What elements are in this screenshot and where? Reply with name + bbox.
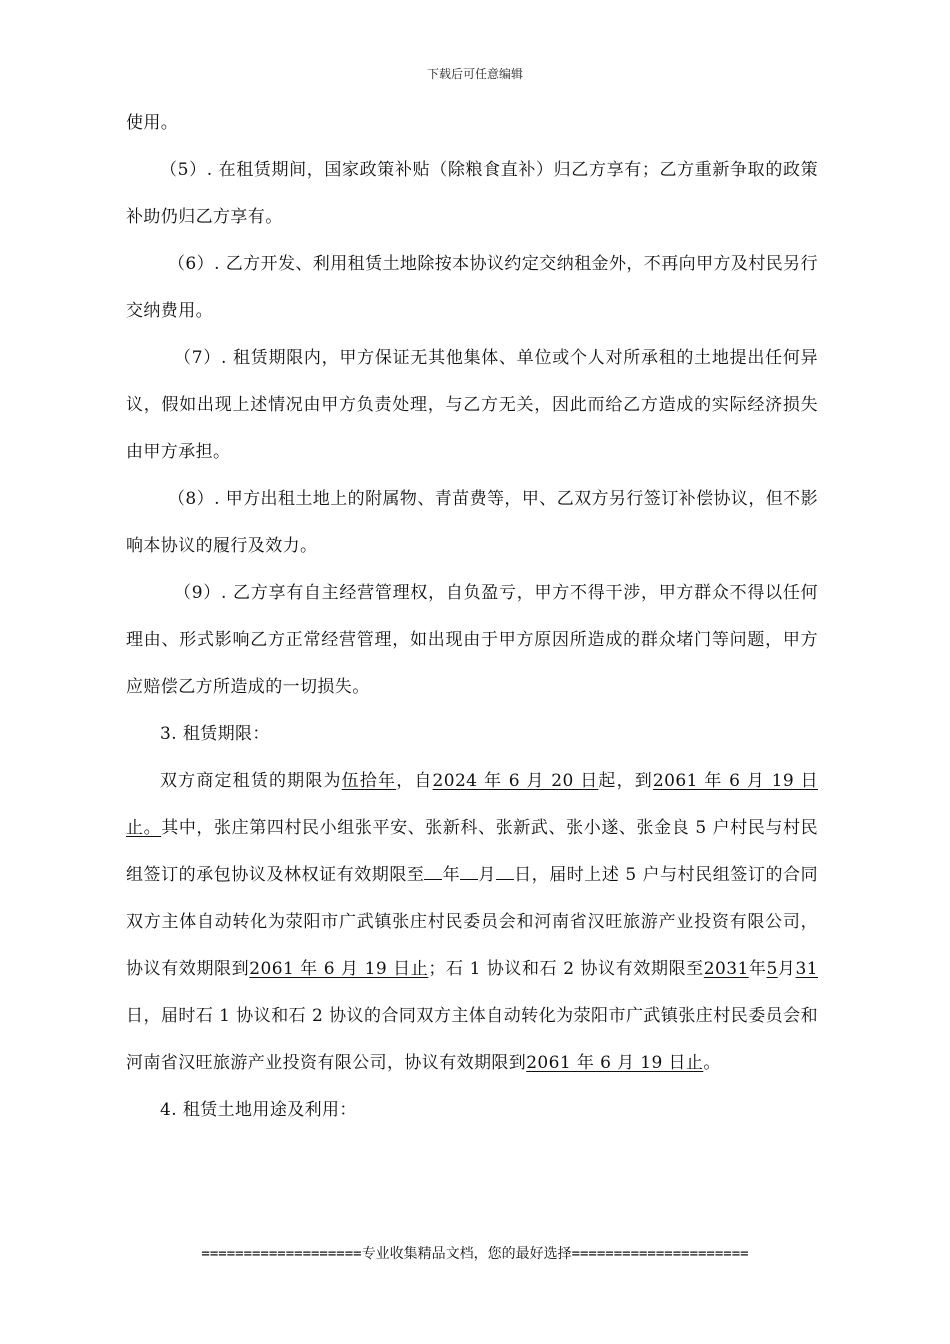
clause-9: （9）. 乙方享有自主经营管理权，自负盈亏，甲方不得干涉，甲方群众不得以任何理由、形式影响乙方正常经营管理，如出现由于甲方原因所造成的群众堵门等问题，甲方应赔偿乙方所造成的一切损失。 xyxy=(126,583,818,697)
lease-term-paragraph xyxy=(126,758,818,1087)
section-heading-4: 4. 租赁土地用途及利用： xyxy=(160,1100,357,1120)
term-year: 2031 xyxy=(703,959,749,979)
section-heading-3: 3. 租赁期限： xyxy=(160,724,270,744)
paragraph-continuation: 使用。 xyxy=(126,113,179,133)
term-text: 年 xyxy=(748,959,767,979)
blank-year xyxy=(424,865,442,880)
term-text: 月 xyxy=(478,865,496,885)
clause-8: （8）. 甲方出租土地上的附属物、青苗费等，甲、乙双方另行签订补偿协议，但不影响本协议的履行及效力。 xyxy=(126,489,818,556)
blank-day xyxy=(496,865,514,880)
term-month: 5 xyxy=(766,959,778,979)
clause-7: （7）. 租赁期限内，甲方保证无其他集体、单位或个人对所承租的土地提出任何异议，假如出现上述情况由甲方负责处理，与乙方无关，因此而给乙方造成的实际经济损失由甲方承担。 xyxy=(126,348,818,462)
document-body xyxy=(126,100,818,1134)
term-text: 双方商定租赁的期限为 xyxy=(160,771,342,791)
term-text: 日，届时上述 5 户与村民组签订的合同双方主体自动转化为荥阳市广武镇张庄村民委员会和河南省汉旺旅游产业投资有限公司，协议有效期限到 xyxy=(126,865,818,979)
term-text: ，自 xyxy=(396,771,433,791)
term-duration: 伍拾年 xyxy=(341,771,397,791)
blank-month xyxy=(460,865,478,880)
term-day: 31 xyxy=(795,959,818,979)
page-footer: ===================专业收集精品文档，您的最好选择===================== xyxy=(201,1246,749,1262)
clause-6: （6）. 乙方开发、利用租赁土地除按本协议约定交纳租金外，不再向甲方及村民另行交纳费用。 xyxy=(126,254,818,321)
term-text: 其中，张庄第四村民小组张平安、张新科、张新武、张小遂、张金良 5 户村民与村民组签订的承包协议及林权证有效期限至 xyxy=(126,818,818,885)
term-end-date: 2061 年 6 月 19 日止 xyxy=(249,959,429,979)
term-text: 日，届时石 1 协议和石 2 协议的合同双方主体自动转化为荥阳市广武镇张庄村民委员会和河南省汉旺旅游产业投资有限公司，协议有效期限到 xyxy=(126,1006,818,1073)
term-text: 。 xyxy=(703,1053,721,1073)
term-start-date: 2024 年 6 月 20 日 xyxy=(432,771,599,791)
clause-5: （5）. 在租赁期间，国家政策补贴（除粮食直补）归乙方享有；乙方重新争取的政策补助仍归乙方享有。 xyxy=(126,160,818,227)
term-end-date: 2061 年 6 月 19 日止。 xyxy=(126,771,819,838)
term-text: 起，到 xyxy=(598,771,653,791)
term-text: 月 xyxy=(777,959,796,979)
page-header: 下载后可任意编辑 xyxy=(426,67,523,81)
term-text: 年 xyxy=(442,865,461,885)
term-text: ；石 1 协议和石 2 协议有效期限至 xyxy=(428,959,704,979)
term-end-date: 2061 年 6 月 19 日止 xyxy=(526,1053,704,1073)
